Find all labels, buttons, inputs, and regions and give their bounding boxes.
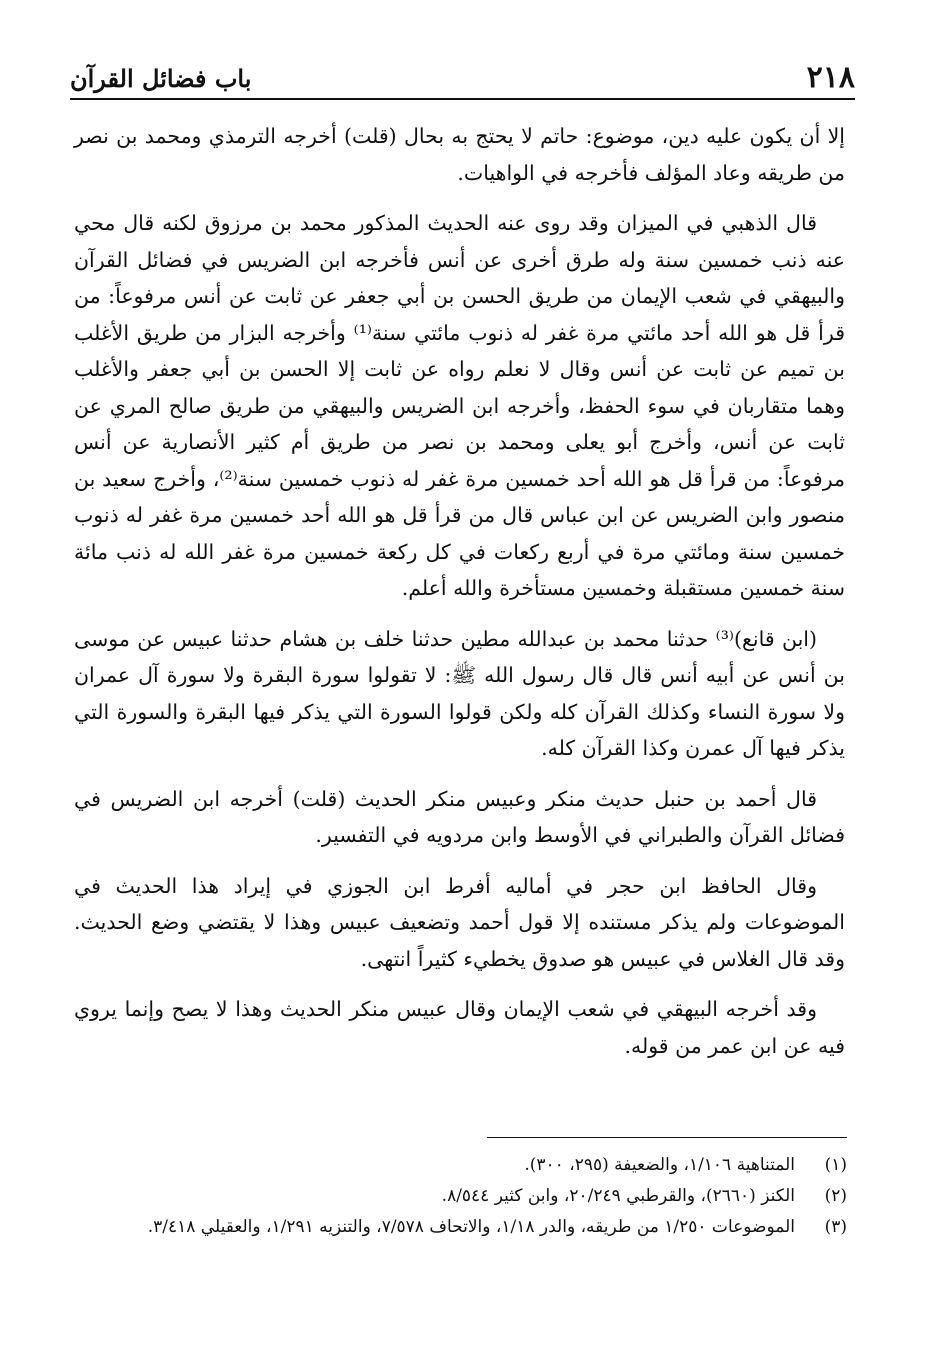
paragraph: إلا أن يكون عليه دين، موضوع: حاتم لا يحتج به بحال (قلت) أخرجه الترمذي ومحمد بن نصر من طريقه وعاد المؤلف فأخرجه في الواهيات. xyxy=(74,124,845,185)
footnote xyxy=(76,1150,847,1181)
footnote-text: الكنز (٢٦٦٠)، والقرطبي ٢٠/٢٤٩، وابن كثير ٨/٥٤٤. xyxy=(441,1186,795,1206)
footnote xyxy=(76,1181,847,1212)
page-number: ٢١٨ xyxy=(806,60,855,95)
footnote-number: (٣) xyxy=(824,1217,847,1237)
footnote-number: (٢) xyxy=(824,1186,847,1206)
footnote-text: المتناهية ١/١٠٦، والضعيفة (٢٩٥، ٣٠٠). xyxy=(524,1155,795,1175)
footnote-divider xyxy=(487,1137,847,1138)
paragraph: (ابن قانع)⁽³⁾ حدثنا محمد بن عبدالله مطين حدثنا خلف بن هشام حدثنا عبيس عن موسى بن أنس عن أبيه أنس قال قال رسول الله ﷺ: لا تقولوا سورة البقرة ولا سورة آل عمران ولا سورة النساء وكذلك القرآن كله ولكن قولوا السورة التي يذكر فيها البقرة والسورة التي يذكر فيها آل عمرن وكذا القرآن كله. xyxy=(74,626,845,760)
running-title: باب فضائل القرآن xyxy=(70,64,252,93)
paragraph: قال الذهبي في الميزان وقد روى عنه الحديث المذكور محمد بن مرزوق لكنه قال محي عنه ذنب خمسين سنة وله طرق أخرى عن أنس فأخرجه ابن الضريس في فضائل القرآن والبيهقي في شعب الإيمان من طريق الحسن بن أبي جعفر عن ثابت عن أنس مرفوعاً: من قرأ قل هو الله أحد مائتي مرة غفر له ذنوب مائتي سنة⁽¹⁾ وأخرجه البزار من طريق الأغلب بن تميم عن ثابت عن أنس وقال لا نعلم رواه عن ثابت إلا الحسن بن أبي جعفر والأغلب وهما متقاربان في سوء الحفظ، وأخرجه ابن الضريس والبيهقي من طريق صالح المري عن ثابت عن أنس، وأخرج أبو يعلى ومحمد بن نصر من طريق أم كثير الأنصارية عن أنس مرفوعاً: من قرأ قل هو الله أحد خمسين مرة غفر له ذنوب خمسين سنة⁽²⁾، وأخرج سعيد بن منصور وابن الضريس عن ابن عباس قال من قرأ قل هو الله أحد خمسين مرة غفر له ذنوب خمسين سنة ومائتي مرة في أربع ركعات في كل ركعة خمسين مرة غفر الله له ذنب مائة سنة خمسين مستقبلة وخمسين مستأخرة والله أعلم. xyxy=(74,211,845,600)
footnote xyxy=(76,1212,847,1243)
paragraph: وقال الحافظ ابن حجر في أماليه أفرط ابن الجوزي في إيراد هذا الحديث في الموضوعات ولم يذكر مستنده إلا قول أحمد وتضعيف عبيس وهذا لا يقتضي وضع الحديث. وقد قال الغلاس في عبيس هو صدوق يخطيء كثيراً انتهى. xyxy=(74,873,845,971)
footnote-number: (١) xyxy=(824,1155,847,1175)
body-text xyxy=(74,118,845,1078)
page-header xyxy=(70,58,855,100)
footnotes xyxy=(76,1150,847,1243)
paragraph: وقد أخرجه البيهقي في شعب الإيمان وقال عبيس منكر الحديث وهذا لا يصح وإنما يروي فيه عن ابن عمر من قوله. xyxy=(74,997,845,1058)
paragraph: قال أحمد بن حنبل حديث منكر وعبيس منكر الحديث (قلت) أخرجه ابن الضريس في فضائل القرآن والطبراني في الأوسط وابن مردويه في التفسير. xyxy=(74,786,845,847)
footnote-text: الموضوعات ١/٢٥٠ من طريقه، والدر ١/١٨، والاتحاف ٧/٥٧٨، والتنزيه ١/٢٩١، والعقيلي ٣/٤١٨. xyxy=(147,1217,795,1237)
